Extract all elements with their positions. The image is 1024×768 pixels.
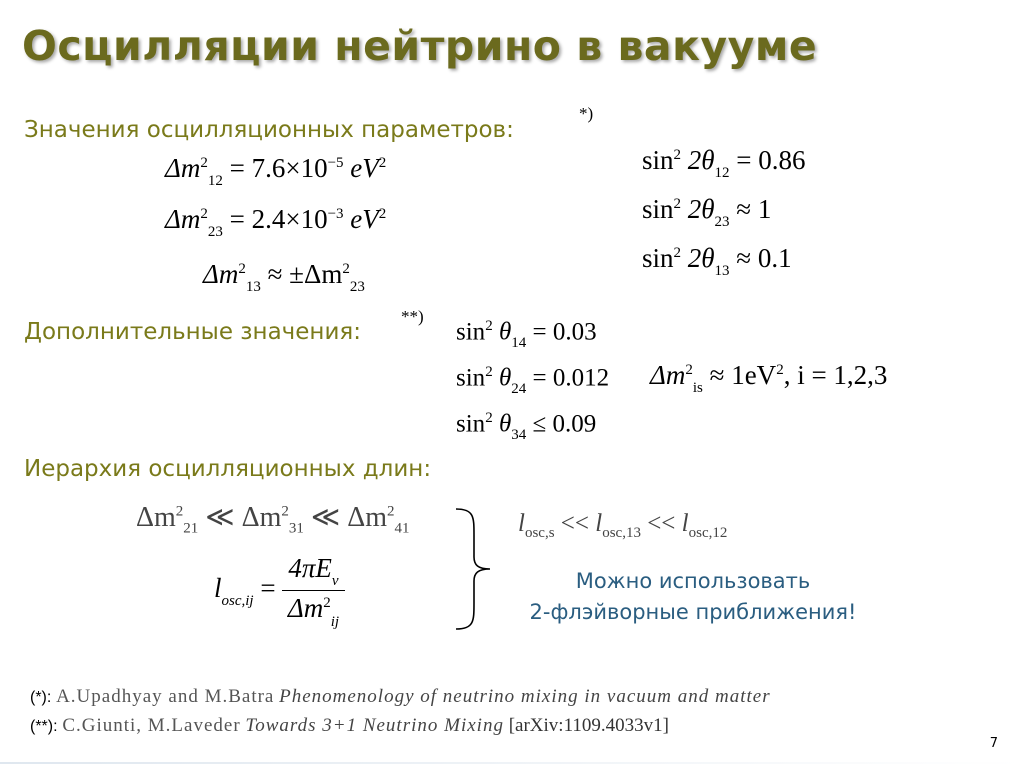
page-number: 7 bbox=[989, 736, 998, 751]
formula-sin12: $\sin^2 2\theta_{12} = 0.86$ bbox=[642, 145, 806, 182]
two-flavor-hint bbox=[498, 566, 888, 628]
formula-losc-def: $l_{osc,ij}$ = $\frac{4\pi E_\nu}{\Delta m^2_{ij}}$ bbox=[214, 553, 345, 629]
extra-heading bbox=[24, 319, 361, 345]
params-heading bbox=[24, 117, 514, 143]
hierarchy-heading bbox=[24, 456, 431, 482]
formula-sin24: $\sin^2 \theta_{24} = 0.012$ bbox=[456, 364, 610, 398]
formula-dm13: $\Delta m^2_{13} \approx \pm\Delta m^2_{23}$ bbox=[203, 259, 365, 296]
params-colon: : bbox=[506, 117, 514, 143]
hint-line-1: Можно использовать bbox=[575, 569, 811, 593]
extra-heading-text: Дополнительные значения bbox=[24, 319, 354, 345]
formula-sin23: $\sin^2 2\theta_{23} \approx 1$ bbox=[642, 194, 772, 231]
formula-dm23: $\Delta m^2_{23} = 2.4\times 10^{-3}$ $eV^2$ bbox=[165, 204, 387, 241]
bottom-divider bbox=[0, 762, 1024, 764]
extra-colon: : bbox=[353, 319, 361, 345]
formula-sin34: $\sin^2 \theta_{34} \le 0.09$ bbox=[456, 410, 597, 444]
params-footnote-mark: *) bbox=[579, 104, 594, 123]
formula-sin13: $\sin^2 2\theta_{13} \approx 0.1$ bbox=[642, 243, 792, 280]
reference-1: (*): A.Upadhyay and M.Batra Phenomenology of neutrino mixing in vacuum and matter bbox=[30, 686, 771, 707]
curly-brace bbox=[450, 505, 500, 633]
losc-fraction: $\frac{4\pi E_\nu}{\Delta m^2_{ij}}$ bbox=[282, 553, 344, 629]
formula-losc-order: $l_{osc,s} << l_{osc,13} << l_{osc,12}$ bbox=[518, 510, 728, 541]
formula-dmis: $\Delta m^2_{is} \approx 1eV^2$, i = 1,2,3 bbox=[650, 360, 888, 397]
formula-sin14: $\sin^2 \theta_{14} = 0.03$ bbox=[456, 318, 597, 352]
params-heading-text: Значения осцилляционных параметров bbox=[24, 117, 507, 143]
formula-mass-order: $\Delta m^2_{21}$ ≪ $\Delta m^2_{31}$ ≪ $\Delta m^2_{41}$ bbox=[136, 502, 410, 537]
reference-2: (**): C.Giunti, M.Laveder Towards 3+1 Neutrino Mixing [arXiv:1109.4033v1] bbox=[30, 715, 669, 736]
hint-line-2: 2-флэйворные приближения! bbox=[529, 600, 857, 624]
formula-dm12: $\Delta m^2_{12} = 7.6\times 10^{-5}$ $eV^2$ bbox=[165, 153, 387, 190]
hierarchy-colon: : bbox=[423, 456, 432, 482]
slide-title: Осцилляции нейтрино в вакууме bbox=[22, 22, 818, 70]
hierarchy-heading-text: Иерархия осцилляционных длин bbox=[24, 456, 424, 482]
extra-footnote-mark: **) bbox=[401, 307, 424, 326]
